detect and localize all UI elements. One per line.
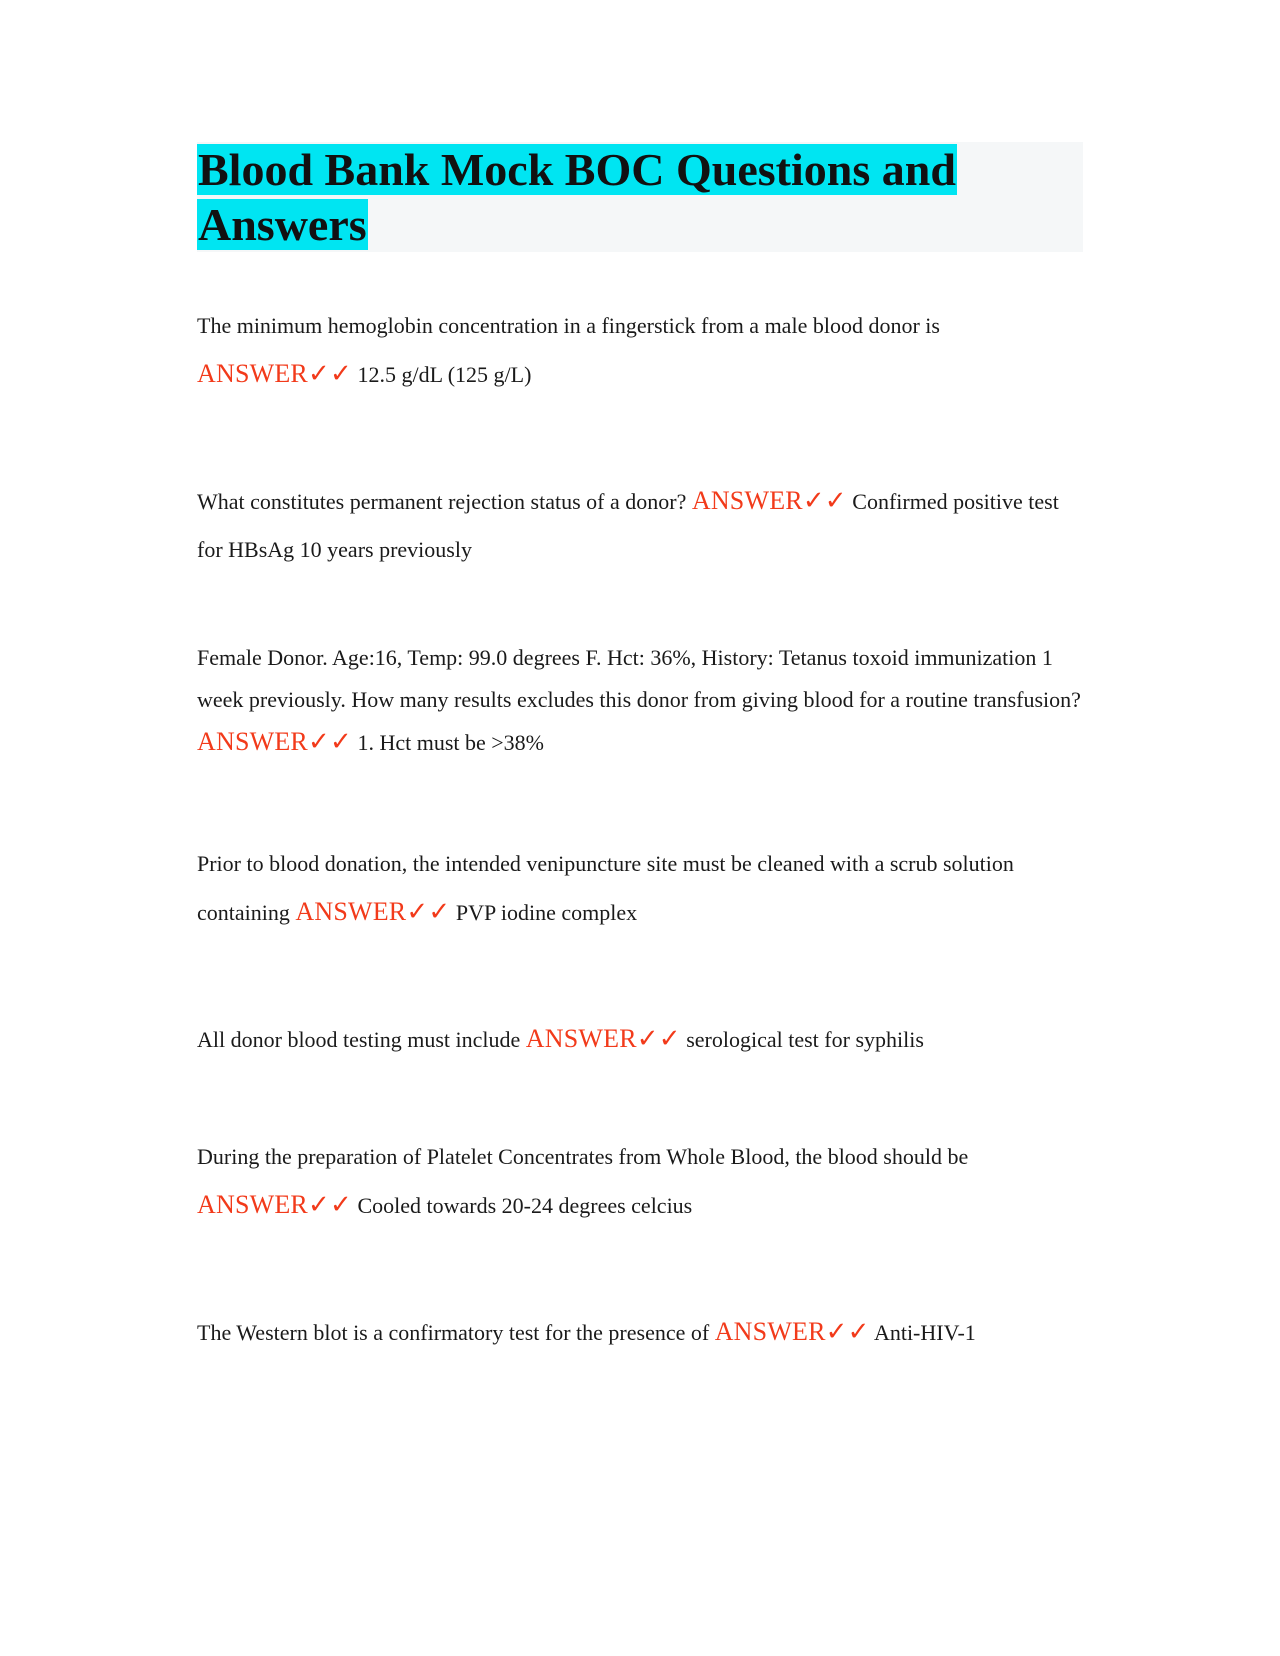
qa-item (197, 477, 1087, 574)
answer-text: 1. Hct must be >38% (351, 730, 545, 755)
qa-item (197, 840, 1087, 937)
document-title (197, 142, 997, 252)
question-text: Prior to blood donation, the intended venipuncture site must be cleaned with a scrub solution containing (197, 851, 1014, 925)
answer-label: ANSWER✓✓ (295, 897, 451, 926)
question-text: All donor blood testing must include (197, 1027, 526, 1052)
question-text: The Western blot is a confirmatory test for the presence of (197, 1320, 715, 1345)
answer-label: ANSWER✓✓ (197, 1190, 352, 1219)
qa-item (197, 302, 1087, 399)
question-text: Female Donor. Age:16, Temp: 99.0 degrees F. Hct: 36%, History: Tetanus toxoid immunization 1 week previously. How many results excludes this donor from giving blood for a routine transfusion? (197, 645, 1081, 712)
answer-text: 12.5 g/dL (125 g/L) (351, 362, 532, 387)
answer-label: ANSWER✓✓ (197, 727, 352, 756)
answer-label: ANSWER✓✓ (525, 1024, 681, 1053)
answer-label: ANSWER✓✓ (714, 1317, 870, 1346)
answer-text: serological test for syphilis (680, 1027, 924, 1052)
question-text: What constitutes permanent rejection status of a donor? (197, 489, 692, 514)
answer-text: Confirmed positive test for HBsAg 10 years previously (197, 489, 1059, 562)
qa-item (197, 637, 1087, 764)
qa-item (197, 1308, 1087, 1357)
qa-item (197, 1133, 1087, 1230)
answer-label: ANSWER✓✓ (197, 359, 352, 388)
question-text: The minimum hemoglobin concentration in a fingerstick from a male blood donor is (197, 313, 940, 338)
answer-text: Anti-HIV-1 (869, 1320, 976, 1345)
answer-text: PVP iodine complex (450, 900, 638, 925)
question-text: During the preparation of Platelet Concentrates from Whole Blood, the blood should be (197, 1144, 969, 1169)
answer-label: ANSWER✓✓ (691, 486, 847, 515)
qa-item (197, 1015, 1087, 1064)
document-title-text: Blood Bank Mock BOC Questions and Answers (198, 144, 956, 250)
answer-text: Cooled towards 20-24 degrees celcius (351, 1193, 693, 1218)
